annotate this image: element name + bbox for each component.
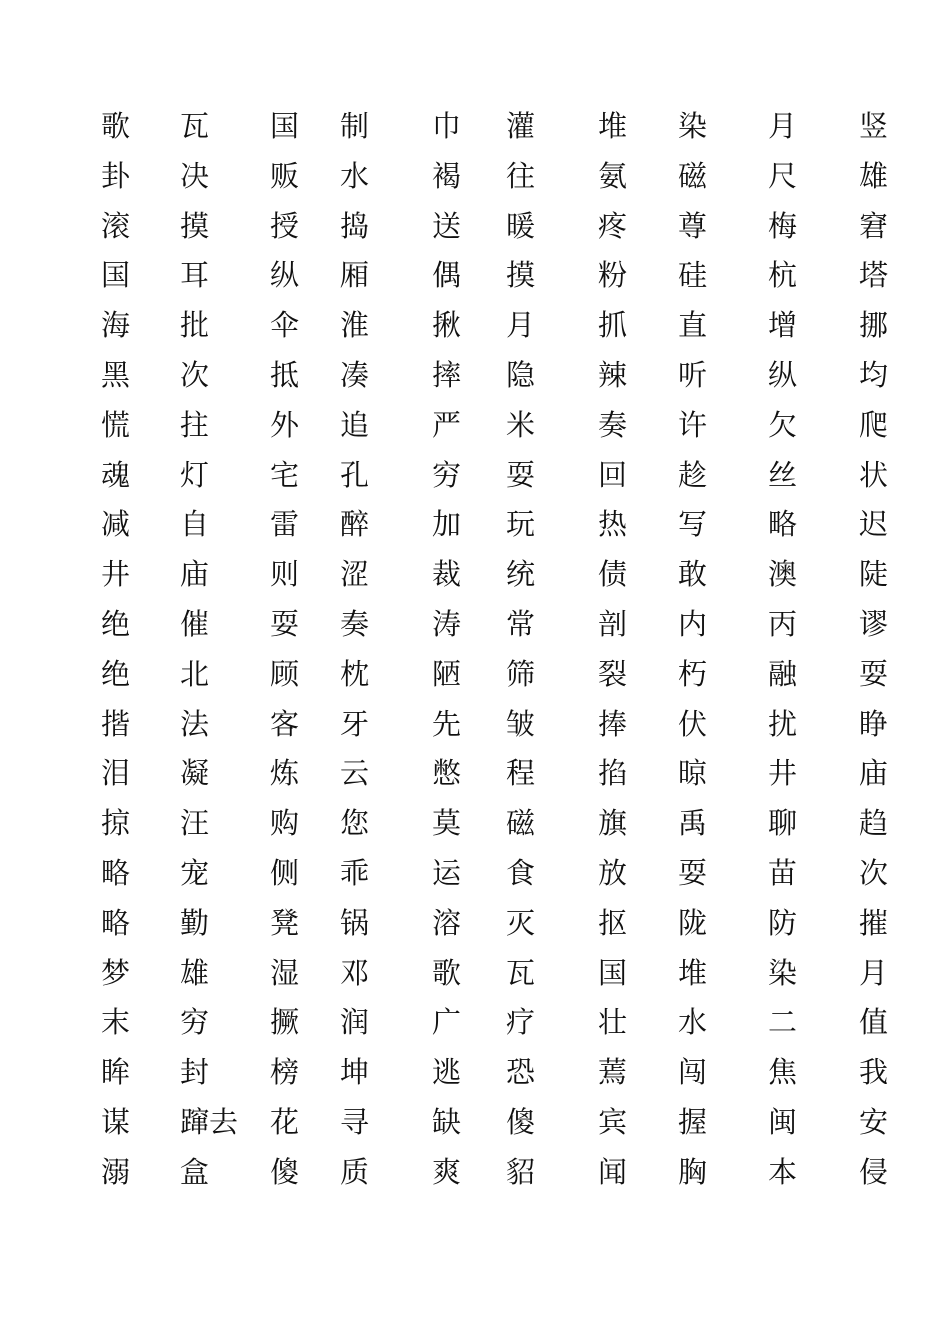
character-cell: 侧 [270,856,300,890]
character-cell: 牙 [340,706,370,741]
character-cell: 谋 [101,1105,131,1139]
character-cell: 瓦 [180,109,210,143]
character-cell: 月 [506,308,536,343]
character-cell: 运 [432,856,462,890]
character-cell: 侵 [859,1154,889,1189]
character-cell: 二 [768,1005,798,1040]
character-cell: 磁 [678,158,708,193]
character-cell: 旗 [598,806,628,841]
character-cell: 蹿去 [180,1105,239,1139]
character-cell: 封 [180,1055,210,1090]
character-cell: 坤 [340,1055,370,1090]
character-cell: 淮 [340,308,370,343]
character-cell: 法 [180,706,210,741]
character-cell: 湿 [270,955,300,990]
character-cell: 外 [270,407,300,442]
character-cell: 乖 [340,856,370,890]
character-cell: 广 [432,1005,462,1040]
character-row [0,699,950,749]
character-cell: 聊 [768,806,798,841]
character-cell: 溺 [101,1154,131,1189]
character-cell: 暖 [506,208,536,243]
character-row [0,898,950,948]
character-cell: 回 [598,457,628,492]
character-row [0,798,950,848]
character-cell: 放 [598,856,628,890]
character-cell: 摸 [506,258,536,293]
character-cell: 澳 [768,557,798,592]
character-cell: 略 [101,856,131,890]
character-cell: 厢 [340,258,370,293]
character-cell: 朽 [678,656,708,691]
character-cell: 筛 [506,656,536,691]
character-cell: 云 [340,756,370,791]
character-cell: 客 [270,706,300,741]
character-cell: 均 [859,358,889,392]
character-cell: 汪 [180,806,210,841]
character-cell: 涩 [340,557,370,592]
character-cell: 磁 [506,806,536,841]
character-cell: 偶 [432,258,462,293]
character-cell: 裂 [598,656,628,691]
character-cell: 送 [432,208,462,243]
character-cell: 尺 [768,158,798,193]
character-row [0,948,950,998]
character-cell: 月 [768,109,798,143]
character-cell: 寻 [340,1105,370,1139]
character-cell: 揩 [101,706,131,741]
character-cell: 涛 [432,607,462,641]
character-cell: 歌 [101,109,131,143]
character-cell: 庙 [180,557,210,592]
character-cell: 常 [506,607,536,641]
character-cell: 制 [340,109,370,143]
character-cell: 滚 [101,208,131,243]
character-cell: 陇 [678,905,708,940]
character-cell: 雄 [859,158,889,193]
character-cell: 耍 [678,856,708,890]
character-cell: 您 [340,806,370,841]
character-cell: 逃 [432,1055,462,1090]
character-cell: 傻 [506,1105,536,1139]
character-cell: 宠 [180,856,210,890]
character-cell: 耍 [506,457,536,492]
character-row [0,1047,950,1097]
character-cell: 质 [340,1154,370,1189]
character-cell: 许 [678,407,708,442]
character-cell: 魂 [101,457,131,492]
character-cell: 掐 [598,756,628,791]
character-cell: 略 [101,905,131,940]
character-cell: 恐 [506,1055,536,1090]
character-cell: 欠 [768,407,798,442]
character-cell: 减 [101,507,131,542]
character-cell: 塔 [859,258,889,293]
character-cell: 迟 [859,507,889,542]
character-cell: 水 [678,1005,708,1040]
character-cell: 皱 [506,706,536,741]
character-cell: 貂 [506,1154,536,1189]
character-cell: 热 [598,507,628,542]
character-cell: 摔 [432,358,462,392]
character-row [0,250,950,300]
character-cell: 陋 [432,656,462,691]
character-cell: 竖 [859,109,889,143]
character-row [0,997,950,1047]
character-cell: 氨 [598,158,628,193]
character-cell: 憋 [432,756,462,791]
character-cell: 次 [180,358,210,392]
character-cell: 枕 [340,656,370,691]
character-cell: 绝 [101,656,131,691]
character-cell: 灭 [506,905,536,940]
character-cell: 邓 [340,955,370,990]
character-cell: 醉 [340,507,370,542]
character-cell: 穷 [180,1005,210,1040]
character-cell: 内 [678,607,708,641]
character-cell: 晾 [678,756,708,791]
character-cell: 花 [270,1105,300,1139]
character-cell: 债 [598,557,628,592]
character-cell: 写 [678,507,708,542]
character-cell: 追 [340,407,370,442]
character-cell: 授 [270,208,300,243]
character-cell: 伏 [678,706,708,741]
character-cell: 慌 [101,407,131,442]
character-cell: 往 [506,158,536,193]
character-cell: 粉 [598,258,628,293]
character-cell: 爬 [859,407,889,442]
character-cell: 北 [180,656,210,691]
character-cell: 纵 [270,258,300,293]
character-cell: 陡 [859,557,889,592]
character-row [0,499,950,549]
character-row [0,599,950,649]
character-cell: 抠 [598,905,628,940]
character-cell: 卦 [101,158,131,193]
character-cell: 催 [180,607,210,641]
character-cell: 挪 [859,308,889,343]
character-cell: 巾 [432,109,462,143]
character-cell: 隐 [506,358,536,392]
character-cell: 纵 [768,358,798,392]
character-cell: 染 [678,109,708,143]
character-cell: 缺 [432,1105,462,1139]
character-cell: 次 [859,856,889,890]
character-cell: 宾 [598,1105,628,1139]
character-cell: 拄 [180,407,210,442]
character-cell: 壮 [598,1005,628,1040]
character-cell: 海 [101,308,131,343]
character-cell: 购 [270,806,300,841]
character-cell: 瓦 [506,955,536,990]
character-cell: 国 [101,258,131,293]
character-cell: 谬 [859,607,889,641]
character-cell: 耳 [180,258,210,293]
character-cell: 宅 [270,457,300,492]
character-cell: 穷 [432,457,462,492]
character-cell: 月 [859,955,889,990]
character-row [0,748,950,798]
character-cell: 疗 [506,1005,536,1040]
character-row [0,1097,950,1147]
character-cell: 胸 [678,1154,708,1189]
character-cell: 剖 [598,607,628,641]
character-cell: 黑 [101,358,131,392]
character-cell: 揪 [432,308,462,343]
character-cell: 蔫 [598,1055,628,1090]
character-cell: 贩 [270,158,300,193]
character-cell: 末 [101,1005,131,1040]
character-cell: 孔 [340,457,370,492]
character-cell: 杭 [768,258,798,293]
character-cell: 堆 [678,955,708,990]
character-cell: 耍 [270,607,300,641]
character-cell: 严 [432,407,462,442]
character-cell: 凳 [270,905,300,940]
character-cell: 炼 [270,756,300,791]
character-cell: 尊 [678,208,708,243]
character-cell: 摧 [859,905,889,940]
character-cell: 井 [768,756,798,791]
character-cell: 耍 [859,656,889,691]
character-row [0,151,950,201]
character-cell: 染 [768,955,798,990]
character-cell: 雷 [270,507,300,542]
character-cell: 勤 [180,905,210,940]
character-cell: 裁 [432,557,462,592]
character-cell: 水 [340,158,370,193]
character-cell: 趋 [859,806,889,841]
character-cell: 掠 [101,806,131,841]
character-cell: 趁 [678,457,708,492]
character-cell: 睁 [859,706,889,741]
character-row [0,1147,950,1197]
character-cell: 值 [859,1005,889,1040]
character-cell: 听 [678,358,708,392]
character-cell: 疼 [598,208,628,243]
character-cell: 自 [180,507,210,542]
character-cell: 泪 [101,756,131,791]
character-cell: 捧 [598,706,628,741]
character-cell: 闻 [598,1154,628,1189]
character-cell: 捣 [340,208,370,243]
character-cell: 先 [432,706,462,741]
character-cell: 融 [768,656,798,691]
character-cell: 堆 [598,109,628,143]
character-cell: 丝 [768,457,798,492]
character-cell: 食 [506,856,536,890]
character-cell: 雄 [180,955,210,990]
character-cell: 撅 [270,1005,300,1040]
character-cell: 程 [506,756,536,791]
character-row [0,300,950,350]
character-cell: 状 [859,457,889,492]
character-cell: 绝 [101,607,131,641]
character-cell: 梅 [768,208,798,243]
character-cell: 米 [506,407,536,442]
character-row [0,848,950,898]
character-cell: 焦 [768,1055,798,1090]
character-cell: 井 [101,557,131,592]
character-cell: 苗 [768,856,798,890]
character-cell: 增 [768,308,798,343]
character-row [0,649,950,699]
character-cell: 凝 [180,756,210,791]
character-row [0,450,950,500]
character-cell: 窘 [859,208,889,243]
character-cell: 歌 [432,955,462,990]
character-row [0,350,950,400]
character-cell: 国 [270,109,300,143]
character-cell: 硅 [678,258,708,293]
character-cell: 润 [340,1005,370,1040]
character-cell: 统 [506,557,536,592]
character-cell: 摸 [180,208,210,243]
character-row [0,400,950,450]
character-cell: 灯 [180,457,210,492]
character-cell: 防 [768,905,798,940]
character-cell: 加 [432,507,462,542]
character-cell: 抵 [270,358,300,392]
character-cell: 国 [598,955,628,990]
character-cell: 握 [678,1105,708,1139]
character-cell: 敢 [678,557,708,592]
character-cell: 直 [678,308,708,343]
character-cell: 略 [768,507,798,542]
character-cell: 眸 [101,1055,131,1090]
character-cell: 则 [270,557,300,592]
character-cell: 我 [859,1055,889,1090]
character-cell: 灌 [506,109,536,143]
character-cell: 批 [180,308,210,343]
character-cell: 褐 [432,158,462,193]
character-cell: 盒 [180,1154,210,1189]
character-row [0,101,950,151]
character-cell: 凑 [340,358,370,392]
character-cell: 安 [859,1105,889,1139]
character-cell: 溶 [432,905,462,940]
character-cell: 决 [180,158,210,193]
character-cell: 扰 [768,706,798,741]
character-cell: 奏 [598,407,628,442]
character-cell: 禹 [678,806,708,841]
character-row [0,201,950,251]
character-cell: 闽 [768,1105,798,1139]
character-cell: 傻 [270,1154,300,1189]
character-cell: 庙 [859,756,889,791]
character-cell: 本 [768,1154,798,1189]
character-cell: 闯 [678,1055,708,1090]
character-cell: 爽 [432,1154,462,1189]
character-cell: 抓 [598,308,628,343]
character-cell: 顾 [270,656,300,691]
character-cell: 辣 [598,358,628,392]
character-cell: 梦 [101,955,131,990]
character-row [0,549,950,599]
character-cell: 奏 [340,607,370,641]
character-cell: 莫 [432,806,462,841]
character-cell: 锅 [340,905,370,940]
character-cell: 丙 [768,607,798,641]
character-cell: 伞 [270,308,300,343]
character-cell: 榜 [270,1055,300,1090]
character-cell: 玩 [506,507,536,542]
